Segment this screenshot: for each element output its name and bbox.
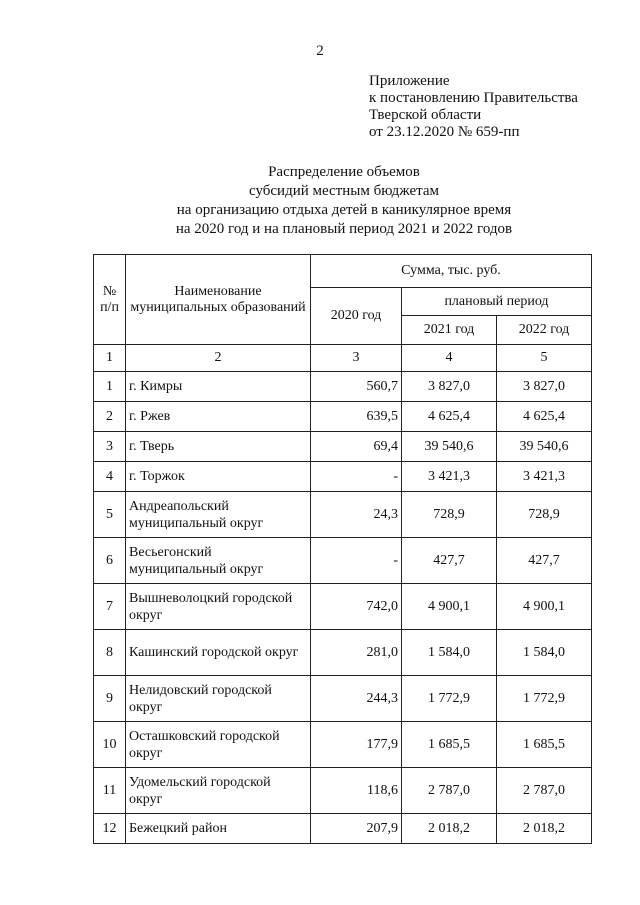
- value-2020: 24,3: [311, 492, 402, 538]
- municipality-name: Андреапольский муниципальный округ: [126, 492, 311, 538]
- value-2022: 3 421,3: [497, 462, 592, 492]
- appendix-line-4: от 23.12.2020 № 659-пп: [369, 124, 520, 140]
- appendix-line-1: Приложение: [369, 73, 450, 89]
- row-number: 11: [94, 768, 126, 814]
- value-2021: 427,7: [402, 538, 497, 584]
- row-number: 10: [94, 722, 126, 768]
- page-number: 2: [316, 43, 324, 59]
- table-row: [94, 492, 592, 538]
- column-index: 4: [402, 345, 497, 372]
- value-2021: 4 625,4: [402, 402, 497, 432]
- municipality-name: г. Кимры: [126, 372, 311, 402]
- municipality-name: Нелидовский городской округ: [126, 676, 311, 722]
- value-2022: 1 772,9: [497, 676, 592, 722]
- value-2020: 118,6: [311, 768, 402, 814]
- table-row: [94, 814, 592, 844]
- column-index: 1: [94, 345, 126, 372]
- municipality-name: г. Ржев: [126, 402, 311, 432]
- appendix-line-3: Тверской области: [369, 107, 482, 123]
- value-2020: 639,5: [311, 402, 402, 432]
- municipality-name: Осташковский городской округ: [126, 722, 311, 768]
- value-2022: 728,9: [497, 492, 592, 538]
- value-2020: 69,4: [311, 432, 402, 462]
- column-index: 2: [126, 345, 311, 372]
- value-2021: 4 900,1: [402, 584, 497, 630]
- table-row: [94, 584, 592, 630]
- row-number: 7: [94, 584, 126, 630]
- row-number: 6: [94, 538, 126, 584]
- value-2022: 2 018,2: [497, 814, 592, 844]
- value-2021: 3 827,0: [402, 372, 497, 402]
- value-2021: 1 772,9: [402, 676, 497, 722]
- table-row: [94, 630, 592, 676]
- row-number: 2: [94, 402, 126, 432]
- table-row: [94, 402, 592, 432]
- value-2020: 177,9: [311, 722, 402, 768]
- value-2022: 39 540,6: [497, 432, 592, 462]
- value-2020: 560,7: [311, 372, 402, 402]
- table-row: [94, 462, 592, 492]
- header-2022: 2022 год: [497, 316, 592, 345]
- subsidy-table: [93, 254, 592, 844]
- title-line-1: Распределение объемов: [268, 164, 420, 180]
- value-2020: 742,0: [311, 584, 402, 630]
- value-2020: 244,3: [311, 676, 402, 722]
- table-row: [94, 722, 592, 768]
- column-index: 3: [311, 345, 402, 372]
- row-number: 3: [94, 432, 126, 462]
- value-2020: -: [311, 538, 402, 584]
- value-2021: 1 685,5: [402, 722, 497, 768]
- header-2021: 2021 год: [402, 316, 497, 345]
- title-line-3: на организацию отдыха детей в каникулярное время: [176, 202, 512, 218]
- table-row: [94, 538, 592, 584]
- value-2022: 2 787,0: [497, 768, 592, 814]
- value-2021: 2 018,2: [402, 814, 497, 844]
- column-index: 5: [497, 345, 592, 372]
- table-row: [94, 372, 592, 402]
- document-title: [0, 163, 640, 239]
- value-2021: 39 540,6: [402, 432, 497, 462]
- value-2022: 4 900,1: [497, 584, 592, 630]
- header-num: № п/п: [94, 255, 126, 345]
- table-row: [94, 676, 592, 722]
- table-row: [94, 768, 592, 814]
- header-2020: 2020 год: [311, 288, 402, 345]
- value-2022: 1 685,5: [497, 722, 592, 768]
- row-number: 4: [94, 462, 126, 492]
- value-2021: 2 787,0: [402, 768, 497, 814]
- value-2021: 1 584,0: [402, 630, 497, 676]
- value-2020: 207,9: [311, 814, 402, 844]
- municipality-name: Кашинский городской округ: [126, 630, 311, 676]
- value-2021: 3 421,3: [402, 462, 497, 492]
- title-line-4: на 2020 год и на плановый период 2021 и 2022 годов: [175, 221, 513, 237]
- municipality-name: Весьегонский муниципальный округ: [126, 538, 311, 584]
- municipality-name: Бежецкий район: [126, 814, 311, 844]
- municipality-name: Вышневолоцкий городской округ: [126, 584, 311, 630]
- municipality-name: Удомельский городской округ: [126, 768, 311, 814]
- value-2022: 3 827,0: [497, 372, 592, 402]
- value-2022: 1 584,0: [497, 630, 592, 676]
- header-name: Наименование муниципальных образований: [126, 255, 311, 345]
- header-sum: Сумма, тыс. руб.: [311, 255, 592, 288]
- row-number: 8: [94, 630, 126, 676]
- column-index-row: [94, 345, 592, 372]
- row-number: 12: [94, 814, 126, 844]
- row-number: 1: [94, 372, 126, 402]
- municipality-name: г. Тверь: [126, 432, 311, 462]
- appendix-block: [369, 73, 578, 141]
- row-number: 9: [94, 676, 126, 722]
- value-2022: 427,7: [497, 538, 592, 584]
- municipality-name: г. Торжок: [126, 462, 311, 492]
- row-number: 5: [94, 492, 126, 538]
- table-row: [94, 432, 592, 462]
- value-2021: 728,9: [402, 492, 497, 538]
- header-planned: плановый период: [402, 288, 592, 316]
- appendix-line-2: к постановлению Правительства: [369, 90, 578, 106]
- title-line-2: субсидий местным бюджетам: [248, 183, 440, 199]
- value-2020: 281,0: [311, 630, 402, 676]
- value-2022: 4 625,4: [497, 402, 592, 432]
- value-2020: -: [311, 462, 402, 492]
